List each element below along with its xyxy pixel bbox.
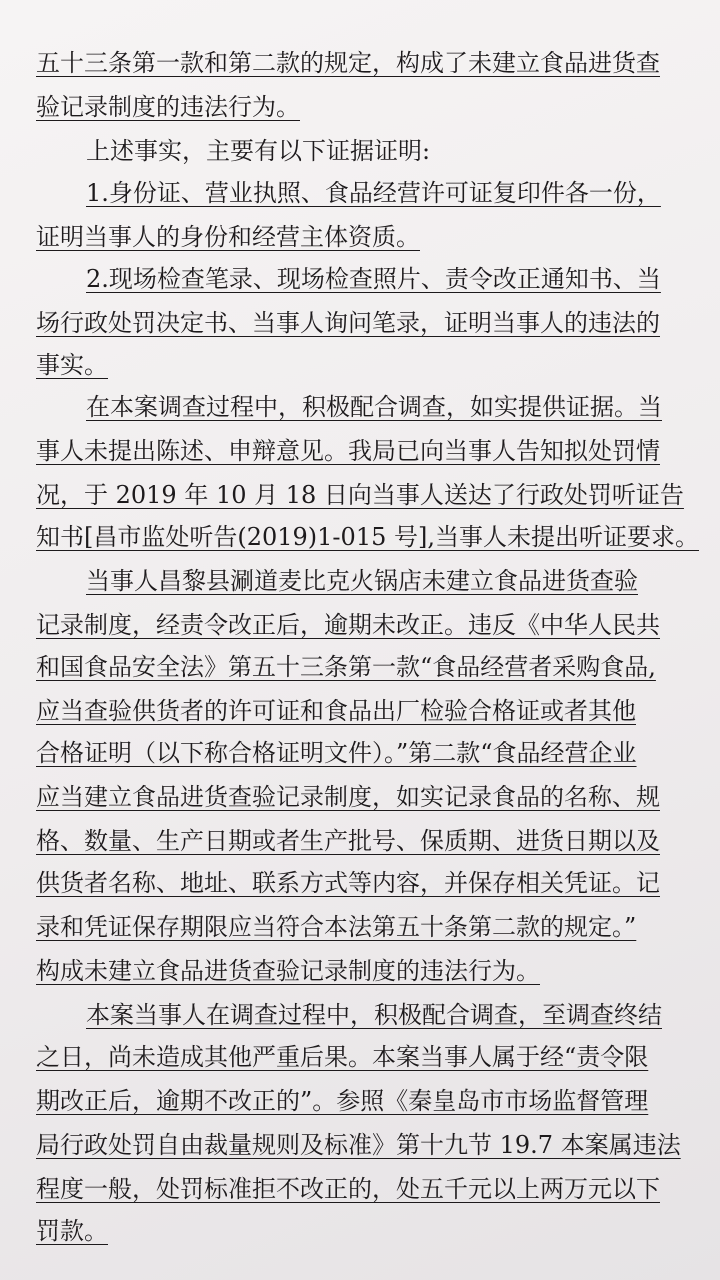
text-line: 格、数量、生产日期或者生产批号、保质期、进货日期以及	[36, 827, 660, 855]
text-line: 程度一般，处罚标准拒不改正的，处五千元以上两万元以下	[36, 1175, 660, 1203]
text-line: 证明当事人的身份和经营主体资质。	[36, 223, 420, 251]
text-line: 应当查验供货者的许可证和食品出厂检验合格证或者其他	[36, 697, 636, 725]
text-line: 构成未建立食品进货查验记录制度的违法行为。	[36, 957, 540, 985]
text-line: 当事人昌黎县涮道麦比克火锅店未建立食品进货查验	[86, 567, 638, 595]
text-line: 场行政处罚决定书、当事人询问笔录，证明当事人的违法的	[36, 309, 660, 337]
text-line: 录和凭证保存期限应当符合本法第五十条第二款的规定。”	[36, 913, 637, 941]
text-line: 局行政处罚自由裁量规则及标准》第十九节 19.7 本案属违法	[36, 1131, 681, 1159]
text-line: 在本案调查过程中，积极配合调查，如实提供证据。当	[86, 393, 662, 421]
text-line: 2.现场检查笔录、现场检查照片、责令改正通知书、当	[86, 265, 661, 293]
text-line: 之日，尚未造成其他严重后果。本案当事人属于经“责令限	[36, 1043, 649, 1071]
text-line: 五十三条第一款和第二款的规定，构成了未建立食品进货查	[36, 49, 660, 77]
text-line: 罚款。	[36, 1217, 108, 1245]
text-line: 况，于 2019 年 10 月 18 日向当事人送达了行政处罚听证告	[36, 481, 684, 509]
text-line: 合格证明（以下称合格证明文件）。”第二款“食品经营企业	[36, 739, 637, 767]
text-line: 本案当事人在调查过程中，积极配合调查，至调查终结	[86, 1001, 662, 1029]
text-line: 验记录制度的违法行为。	[36, 93, 300, 121]
text-line: 上述事实，主要有以下证据证明:	[86, 137, 431, 165]
text-line: 和国食品安全法》第五十三条第一款“食品经营者采购食品,	[36, 653, 656, 681]
text-line: 记录制度，经责令改正后，逾期未改正。违反《中华人民共	[36, 611, 660, 639]
text-line: 1.身份证、营业执照、食品经营许可证复印件各一份，	[86, 179, 661, 207]
text-line: 供货者名称、地址、联系方式等内容，并保存相关凭证。记	[36, 869, 660, 897]
text-line: 知书[昌市监处听告(2019)1-015 号],当事人未提出听证要求。	[36, 523, 699, 551]
text-line: 事实。	[36, 351, 108, 379]
text-line: 事人未提出陈述、申辩意见。我局已向当事人告知拟处罚情	[36, 437, 660, 465]
text-line: 期改正后，逾期不改正的”。参照《秦皇岛市市场监督管理	[36, 1087, 649, 1115]
text-line: 应当建立食品进货查验记录制度，如实记录食品的名称、规	[36, 783, 660, 811]
